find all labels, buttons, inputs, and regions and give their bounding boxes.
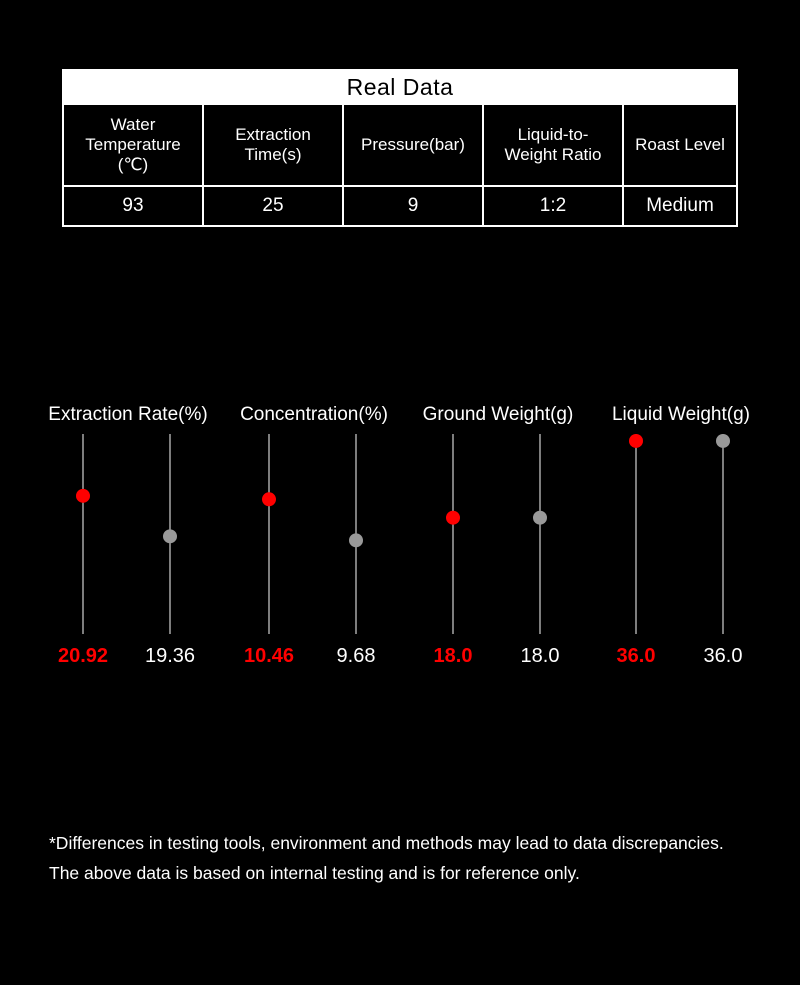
value-extraction-time: 25	[203, 186, 343, 226]
header-roast-level	[623, 104, 737, 186]
reference-value-label: 36.0	[703, 645, 743, 667]
value-water-temperature: 93	[63, 186, 203, 226]
footnote	[49, 828, 779, 888]
value-pressure: 9	[343, 186, 483, 226]
header-line: Pressure(bar)	[361, 135, 465, 154]
reference-dot	[533, 511, 547, 525]
real-value-label: 20.92	[57, 645, 109, 667]
header-water-temperature	[63, 104, 203, 186]
reference-dot	[163, 529, 177, 543]
value-roast-level: Medium	[623, 186, 737, 226]
footnote-line-1: *Differences in testing tools, environment and methods may lead to data discrepancies.	[49, 833, 724, 853]
real-data-dot	[446, 511, 460, 525]
group-title: Ground Weight(g)	[422, 404, 574, 425]
header-line: (℃)	[117, 155, 149, 174]
header-line: Temperature	[85, 135, 181, 154]
real-data-dot	[629, 434, 643, 448]
header-line: Extraction	[235, 125, 311, 144]
value-liquid-to-weight-ratio: 1:2	[483, 186, 623, 226]
real-data-dot	[262, 492, 276, 506]
reference-value-label: 19.36	[144, 645, 196, 667]
table-title: Real Data	[63, 70, 737, 104]
comparison-chart	[0, 390, 800, 680]
real-data-table	[62, 69, 738, 227]
table-title-row	[63, 70, 737, 104]
header-line: Liquid-to-	[517, 125, 589, 144]
table-header-row	[63, 104, 737, 186]
header-line: Roast Level	[635, 135, 725, 154]
footnote-line-2: The above data is based on internal testing and is for reference only.	[49, 863, 580, 883]
header-line: Time(s)	[244, 145, 302, 164]
real-data-dot	[76, 489, 90, 503]
table-value-row	[63, 186, 737, 226]
header-line: Weight Ratio	[504, 145, 602, 164]
group-title: Extraction Rate(%)	[48, 404, 208, 425]
header-extraction-time	[203, 104, 343, 186]
reference-dot	[349, 533, 363, 547]
reference-dot	[716, 434, 730, 448]
reference-value-label: 18.0	[520, 645, 560, 667]
real-value-label: 36.0	[616, 645, 656, 667]
header-line: Water	[110, 115, 156, 134]
header-liquid-to-weight-ratio	[483, 104, 623, 186]
group-title: Concentration(%)	[240, 404, 388, 425]
real-value-label: 10.46	[243, 645, 295, 667]
reference-value-label: 9.68	[336, 645, 376, 667]
header-pressure	[343, 104, 483, 186]
group-title: Liquid Weight(g)	[611, 404, 751, 425]
real-value-label: 18.0	[433, 645, 473, 667]
